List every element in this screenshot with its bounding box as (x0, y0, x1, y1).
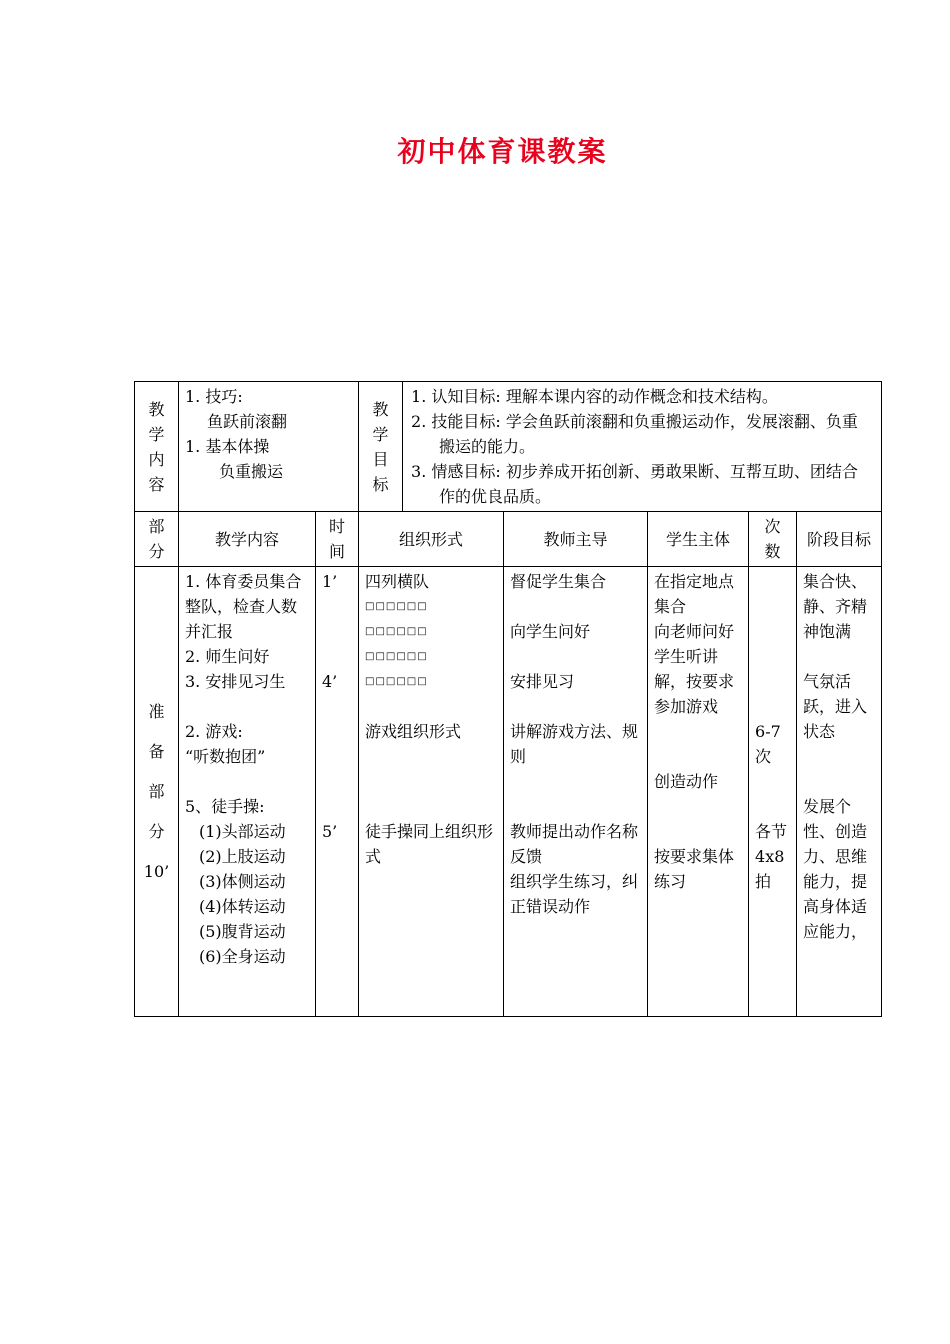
content-item: 鱼跃前滚翻 (207, 412, 288, 431)
header-count: 次数 (749, 512, 797, 567)
header-student: 学生主体 (648, 512, 749, 567)
teacher-line: 讲解游戏方法、规则 (510, 722, 639, 766)
objective-item: 2. 技能目标: 学会鱼跃前滚翻和负重搬运动作，发展滚翻、负重搬运的能力。 (411, 412, 858, 456)
content-line: “听数抱团” (185, 747, 266, 766)
exercise-item: (6)全身运动 (199, 947, 286, 966)
formation-row: □□□□□□ (365, 626, 428, 637)
student-line: 学生听讲解，按要求参加游戏 (654, 647, 735, 716)
header-time: 时间 (316, 512, 359, 567)
section-student-cell (648, 567, 749, 1017)
objectives-cell (359, 382, 882, 512)
exercise-item: (1)头部运动 (199, 822, 286, 841)
section-teacher-cell (504, 567, 648, 1017)
student-line: 向老师问好 (654, 622, 735, 641)
section-duration: 10’ (143, 862, 170, 881)
teacher-line: 督促学生集合 (510, 572, 607, 591)
goal-line: 集合快、静、齐精神饱满 (803, 572, 868, 641)
time-value: 5’ (322, 822, 338, 841)
overview-row (135, 382, 882, 512)
teacher-line: 反馈 (510, 847, 543, 866)
exercise-item: (5)腹背运动 (199, 922, 286, 941)
goal-line: 气氛活跃，进入状态 (803, 672, 868, 741)
goal-line: 发展个性、创造力、思维能力，提高身体适应能力， (803, 797, 868, 941)
content-label: 教学内容 (148, 399, 165, 494)
time-value: 4’ (322, 672, 338, 691)
formation-row: □□□□□□ (365, 601, 428, 612)
content-items-cell (179, 382, 359, 512)
student-line: 按要求集体练习 (654, 847, 735, 891)
objective-item: 3. 情感目标: 初步养成开拓创新、勇敢果断、互帮互助、团结合作的优良品质。 (411, 462, 858, 506)
student-line: 创造动作 (654, 772, 719, 791)
prep-section-row (135, 567, 882, 1017)
lesson-plan-table (134, 381, 882, 1017)
formation-row: □□□□□□ (365, 651, 428, 662)
count-line: 各节4x8拍 (755, 822, 788, 891)
section-label-cell (135, 567, 179, 1017)
content-line: 2. 游戏: (185, 722, 243, 741)
content-item: 1. 基本体操 (185, 437, 270, 456)
student-line: 在指定地点集合 (654, 572, 735, 616)
formation-row: □□□□□□ (365, 676, 428, 687)
section-goal-cell (797, 567, 882, 1017)
section-organization-cell (359, 567, 504, 1017)
content-line: 3. 安排见习生 (185, 672, 286, 691)
exercise-item: (2)上肢运动 (199, 847, 286, 866)
section-label-char: 分 (148, 822, 165, 841)
content-line: 1. 体育委员集合整队，检查人数并汇报 (185, 572, 302, 641)
org-line: 徒手操同上组织形式 (365, 822, 494, 866)
header-part: 部分 (135, 512, 179, 567)
objective-label-cell (359, 382, 403, 511)
objective-item: 1. 认知目标: 理解本课内容的动作概念和技术结构。 (411, 387, 778, 406)
header-row (135, 512, 882, 567)
content-line: 5、徒手操: (185, 797, 265, 816)
count-line: 6-7次 (755, 722, 781, 766)
exercise-item: (3)体侧运动 (199, 872, 286, 891)
time-value: 1’ (322, 572, 338, 591)
header-teacher: 教师主导 (504, 512, 648, 567)
header-content: 教学内容 (179, 512, 316, 567)
teacher-line: 组织学生练习，纠正错误动作 (510, 872, 639, 916)
teacher-line: 向学生问好 (510, 622, 591, 641)
org-line: 游戏组织形式 (365, 722, 462, 741)
section-label-char: 备 (148, 742, 165, 761)
objective-label: 教学目标 (372, 399, 389, 494)
exercise-item: (4)体转运动 (199, 897, 286, 916)
section-label-char: 准 (148, 702, 165, 721)
teacher-line: 教师提出动作名称 (510, 822, 639, 841)
header-organization: 组织形式 (359, 512, 504, 567)
header-goal: 阶段目标 (797, 512, 882, 567)
teacher-line: 安排见习 (510, 672, 575, 691)
section-time-cell (316, 567, 359, 1017)
content-item: 负重搬运 (219, 462, 284, 481)
section-content-cell (179, 567, 316, 1017)
content-label-cell (135, 382, 179, 512)
page-title: 初中体育课教案 (397, 135, 608, 168)
org-line: 四列横队 (365, 572, 430, 591)
content-line: 2. 师生问好 (185, 647, 270, 666)
section-count-cell (749, 567, 797, 1017)
content-item: 1. 技巧: (185, 387, 243, 406)
section-label-char: 部 (148, 782, 165, 801)
